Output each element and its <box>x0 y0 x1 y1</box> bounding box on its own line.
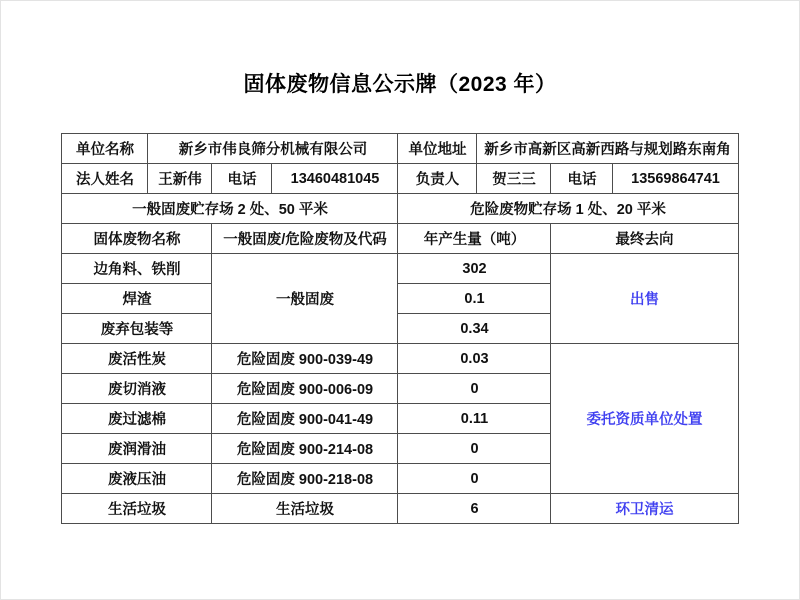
waste-name-cell: 废活性炭 <box>62 344 212 374</box>
contact-info-row <box>62 164 738 194</box>
waste-name-header: 固体废物名称 <box>62 224 212 254</box>
waste-category-cell: 危险固废 900-039-49 <box>212 344 398 374</box>
table-row <box>62 254 738 284</box>
waste-name-cell: 废弃包装等 <box>62 314 212 344</box>
waste-amount-cell: 0.34 <box>398 314 551 344</box>
waste-destination-cell: 委托资质单位处置 <box>551 344 738 494</box>
unit-address-label-cell: 单位地址 <box>398 134 477 164</box>
page-title: 固体废物信息公示牌（2023 年） <box>243 73 557 96</box>
unit-name-value-cell: 新乡市伟良筛分机械有限公司 <box>148 134 398 164</box>
waste-destination-cell: 出售 <box>551 254 738 344</box>
phone2-value-cell: 13569864741 <box>613 164 738 194</box>
waste-category-cell: 危险固废 900-214-08 <box>212 434 398 464</box>
waste-header-row <box>62 224 738 254</box>
waste-name-cell: 废过滤棉 <box>62 404 212 434</box>
waste-amount-cell: 0.1 <box>398 284 551 314</box>
waste-amount-cell: 0 <box>398 434 551 464</box>
unit-info-row <box>62 134 738 164</box>
waste-amount-cell: 0.11 <box>398 404 551 434</box>
manager-label-cell: 负责人 <box>398 164 477 194</box>
waste-name-cell: 废切消液 <box>62 374 212 404</box>
waste-name-cell: 边角料、铁削 <box>62 254 212 284</box>
phone1-value-cell: 13460481045 <box>272 164 398 194</box>
waste-category-header: 一般固废/危险废物及代码 <box>212 224 398 254</box>
manager-value-cell: 贺三三 <box>477 164 551 194</box>
storage-info-row <box>62 194 738 224</box>
waste-name-cell: 废液压油 <box>62 464 212 494</box>
waste-name-cell: 废润滑油 <box>62 434 212 464</box>
unit-name-label-cell: 单位名称 <box>62 134 148 164</box>
unit-address-value-cell: 新乡市高新区高新西路与规划路东南角 <box>477 134 738 164</box>
waste-category-cell: 生活垃圾 <box>212 494 398 524</box>
waste-amount-cell: 0 <box>398 374 551 404</box>
table-row <box>62 344 738 374</box>
waste-name-cell: 生活垃圾 <box>62 494 212 524</box>
waste-amount-cell: 0.03 <box>398 344 551 374</box>
waste-amount-cell: 6 <box>398 494 551 524</box>
waste-category-cell: 一般固废 <box>212 254 398 344</box>
general-storage-cell: 一般固废贮存场 2 处、50 平米 <box>62 194 398 224</box>
waste-info-table <box>61 133 738 524</box>
legal-person-value-cell: 王新伟 <box>148 164 212 194</box>
table-row <box>62 494 738 524</box>
legal-person-label-cell: 法人姓名 <box>62 164 148 194</box>
waste-name-cell: 焊渣 <box>62 284 212 314</box>
waste-category-cell: 危险固废 900-041-49 <box>212 404 398 434</box>
phone1-label-cell: 电话 <box>212 164 272 194</box>
phone2-label-cell: 电话 <box>551 164 613 194</box>
waste-category-cell: 危险固废 900-218-08 <box>212 464 398 494</box>
destination-header: 最终去向 <box>551 224 738 254</box>
annual-amount-header: 年产生量（吨） <box>398 224 551 254</box>
hazardous-storage-cell: 危险废物贮存场 1 处、20 平米 <box>398 194 738 224</box>
waste-destination-cell: 环卫清运 <box>551 494 738 524</box>
waste-amount-cell: 302 <box>398 254 551 284</box>
waste-amount-cell: 0 <box>398 464 551 494</box>
waste-category-cell: 危险固废 900-006-09 <box>212 374 398 404</box>
